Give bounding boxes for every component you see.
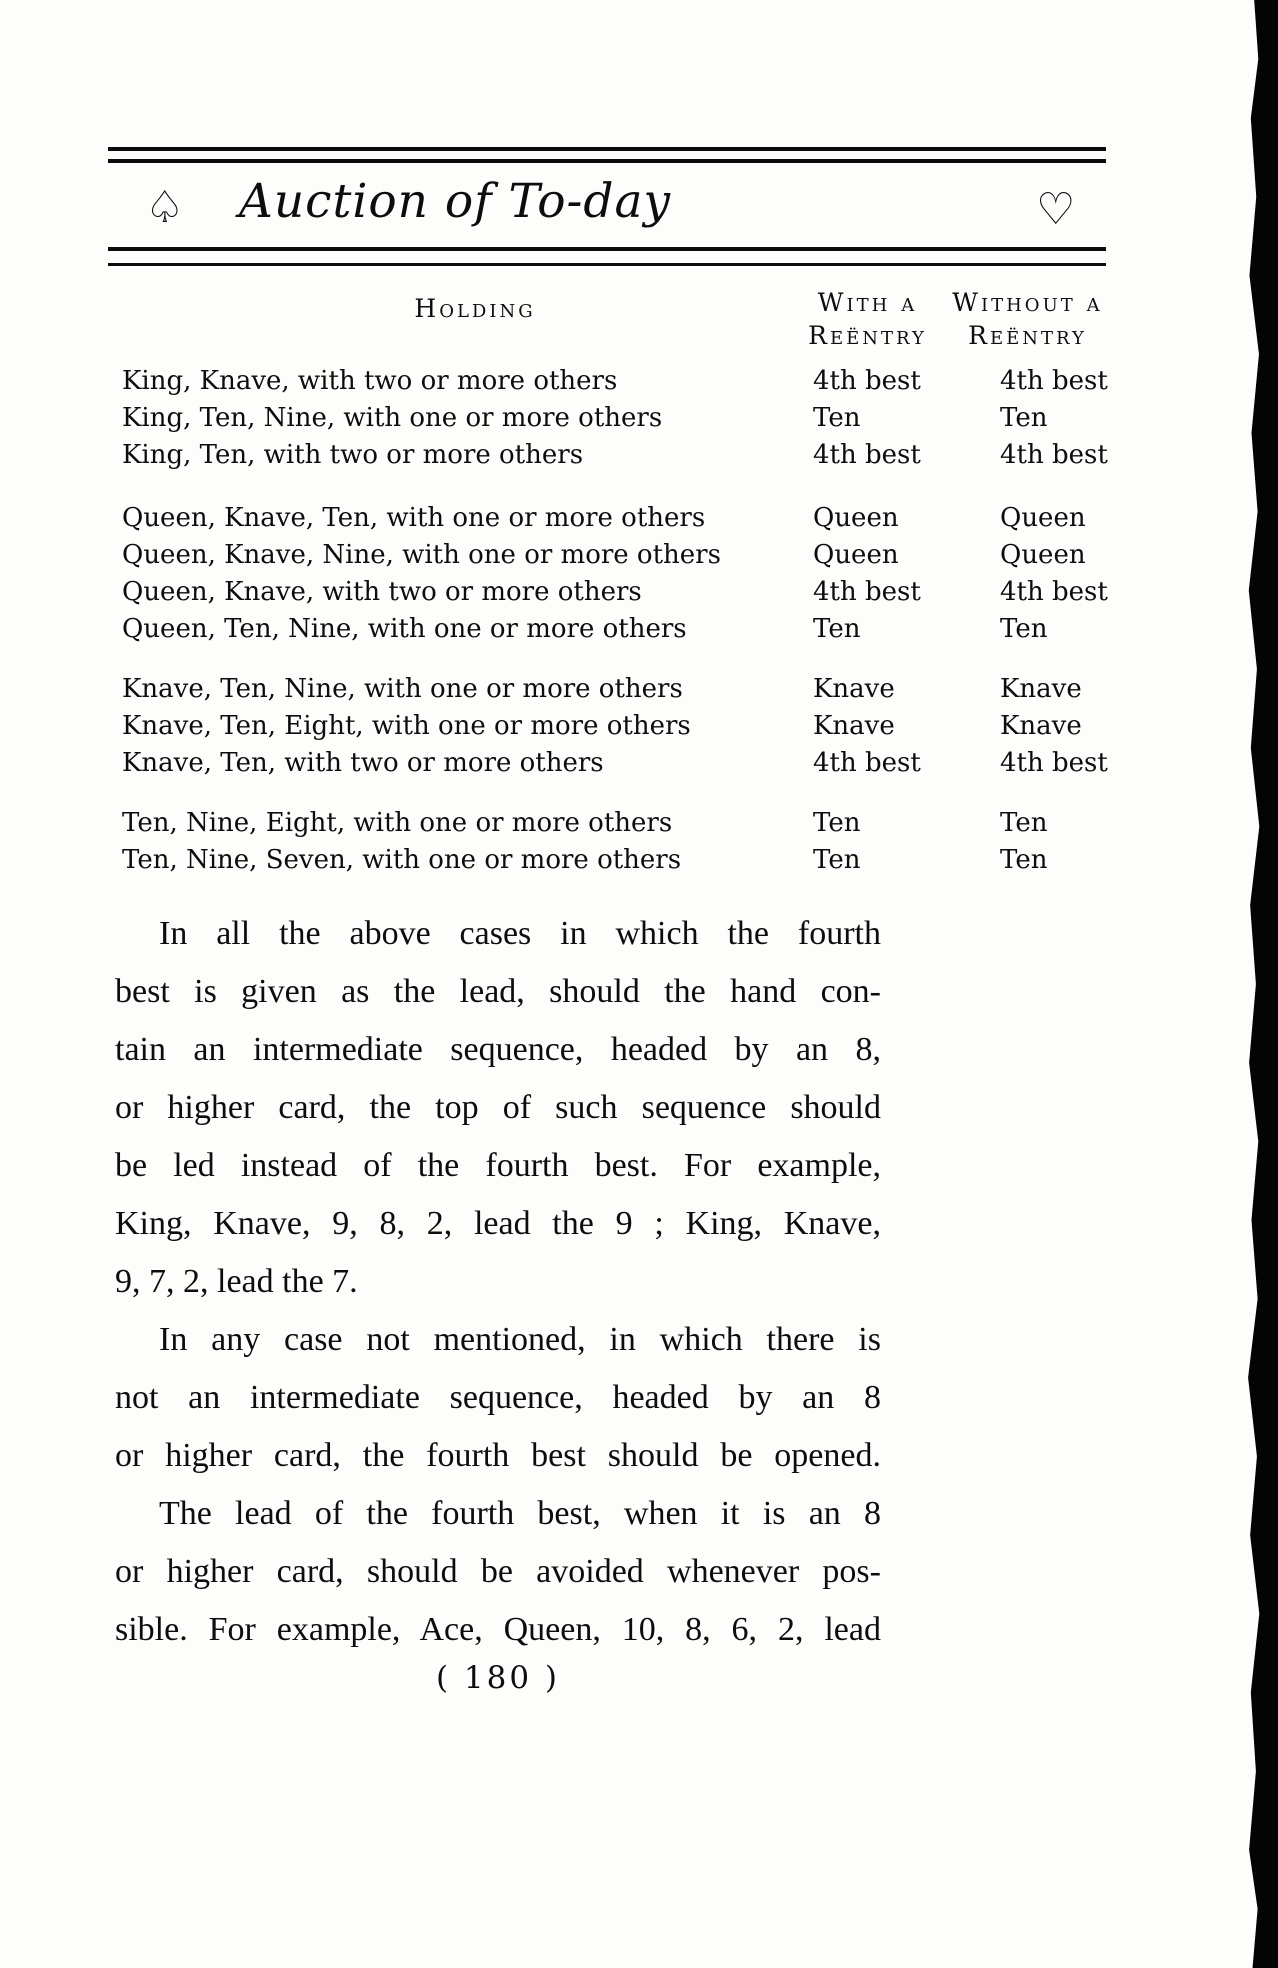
without-reentry-cell: Ten — [1000, 614, 1048, 644]
page-number: ( 180 ) — [435, 1660, 561, 1696]
table-row — [0, 363, 1278, 400]
with-reentry-cell: 4th best — [813, 440, 921, 470]
without-reentry-cell: 4th best — [1000, 748, 1108, 778]
table-group-ten — [0, 805, 1278, 879]
text-line: In any case not mentioned, in which there is — [159, 1321, 881, 1358]
table-group-knave — [0, 671, 1278, 782]
table-row — [0, 671, 1278, 708]
double-rule-top — [108, 147, 1106, 163]
body-text — [115, 905, 881, 1659]
without-reentry-cell: Knave — [1000, 674, 1082, 704]
text-line: or higher card, should be avoided whenever pos- — [115, 1553, 881, 1590]
with-reentry-cell: 4th best — [813, 577, 921, 607]
table-row — [0, 437, 1278, 474]
with-reentry-cell: Ten — [813, 403, 861, 433]
page-title: Auction of To-day — [238, 174, 672, 229]
holding-cell: Ten, Nine, Eight, with one or more others — [122, 808, 673, 838]
table-group-queen — [0, 500, 1278, 648]
holding-cell: Knave, Ten, with two or more others — [122, 748, 604, 778]
holding-cell: Queen, Ten, Nine, with one or more others — [122, 614, 687, 644]
column-header-with-reentry — [780, 286, 955, 352]
table-group-king — [0, 363, 1278, 474]
text-line: or higher card, the fourth best should be opened. — [115, 1437, 881, 1474]
text-line: tain an intermediate sequence, headed by an 8, — [115, 1031, 881, 1068]
double-rule-bottom — [108, 247, 1106, 266]
table-row — [0, 500, 1278, 537]
spade-icon: ♤ — [145, 182, 185, 233]
table-row — [0, 400, 1278, 437]
holding-cell: King, Ten, Nine, with one or more others — [122, 403, 663, 433]
text-line: be led instead of the fourth best. For example, — [115, 1147, 881, 1184]
table-row — [0, 805, 1278, 842]
table-row — [0, 842, 1278, 879]
without-reentry-cell: Queen — [1000, 540, 1086, 570]
holding-cell: King, Ten, with two or more others — [122, 440, 584, 470]
table-row — [0, 745, 1278, 782]
text-line: or higher card, the top of such sequence should — [115, 1089, 881, 1126]
with-reentry-cell: Ten — [813, 808, 861, 838]
table-row — [0, 537, 1278, 574]
text-line: King, Knave, 9, 8, 2, lead the 9 ; King, Knave, — [115, 1205, 881, 1242]
without-reentry-cell: 4th best — [1000, 366, 1108, 396]
without-reentry-cell: Knave — [1000, 711, 1082, 741]
without-reentry-cell: 4th best — [1000, 440, 1108, 470]
with-reentry-cell: 4th best — [813, 748, 921, 778]
holding-cell: Queen, Knave, with two or more others — [122, 577, 642, 607]
column-header-without-reentry — [935, 286, 1120, 352]
without-reentry-cell: Ten — [1000, 808, 1048, 838]
column-header-line: Without a — [952, 288, 1103, 317]
holding-cell: Queen, Knave, Ten, with one or more others — [122, 503, 706, 533]
with-reentry-cell: 4th best — [813, 366, 921, 396]
with-reentry-cell: Knave — [813, 674, 895, 704]
with-reentry-cell: Queen — [813, 540, 899, 570]
table-row — [0, 708, 1278, 745]
heart-icon: ♡ — [1036, 184, 1076, 235]
holding-cell: Ten, Nine, Seven, with one or more others — [122, 845, 682, 875]
column-header-line: With a — [817, 288, 918, 317]
holding-cell: Knave, Ten, Eight, with one or more others — [122, 711, 691, 741]
with-reentry-cell: Ten — [813, 614, 861, 644]
holding-cell: Knave, Ten, Nine, with one or more others — [122, 674, 683, 704]
holding-cell: Queen, Knave, Nine, with one or more others — [122, 540, 721, 570]
text-line: not an intermediate sequence, headed by an 8 — [115, 1379, 881, 1416]
without-reentry-cell: Ten — [1000, 845, 1048, 875]
with-reentry-cell: Knave — [813, 711, 895, 741]
text-line: best is given as the lead, should the hand con- — [115, 973, 881, 1010]
text-line: The lead of the fourth best, when it is an 8 — [159, 1495, 881, 1532]
column-header-holding: Holding — [414, 294, 536, 323]
with-reentry-cell: Ten — [813, 845, 861, 875]
without-reentry-cell: Queen — [1000, 503, 1086, 533]
column-header-line: Reëntry — [808, 321, 927, 350]
text-line: In all the above cases in which the fourth — [159, 915, 881, 952]
scan-edge-band — [1244, 0, 1278, 1968]
holding-cell: King, Knave, with two or more others — [122, 366, 618, 396]
table-row — [0, 611, 1278, 648]
with-reentry-cell: Queen — [813, 503, 899, 533]
column-header-line: Reëntry — [968, 321, 1087, 350]
without-reentry-cell: 4th best — [1000, 577, 1108, 607]
text-line: 9, 7, 2, lead the 7. — [115, 1263, 358, 1300]
table-row — [0, 574, 1278, 611]
text-line: sible. For example, Ace, Queen, 10, 8, 6, 2, lead — [115, 1611, 881, 1648]
without-reentry-cell: Ten — [1000, 403, 1048, 433]
